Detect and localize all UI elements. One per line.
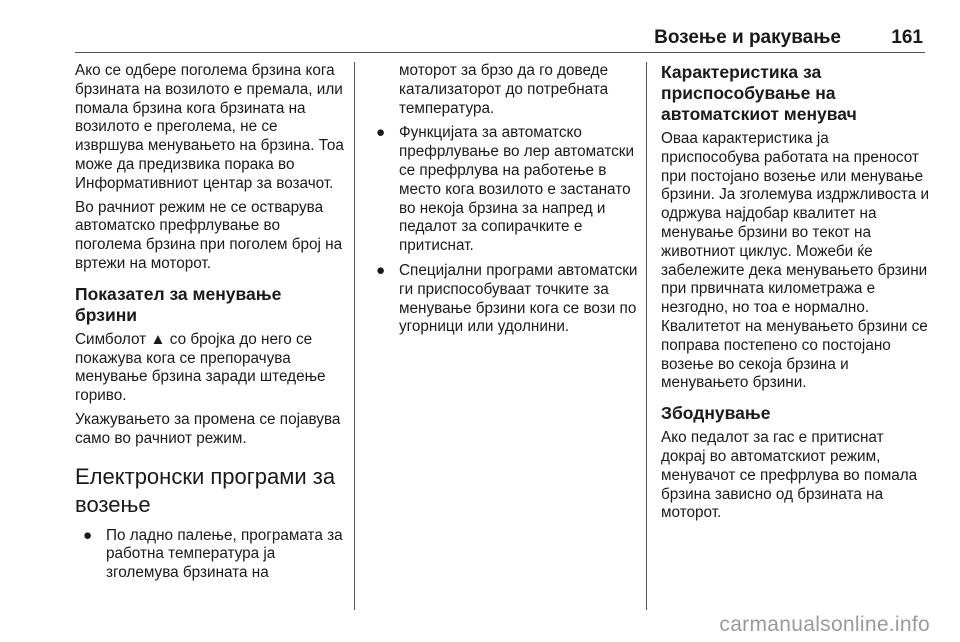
bullet-icon: ● [83, 526, 93, 544]
bullet-list [368, 124, 640, 337]
bullet-list [75, 527, 347, 583]
paragraph: Во рачниот режим не се остварува автоматско префрлување во поголема брзина при поголем број на вртежи на моторот. [75, 198, 343, 272]
paragraph: Оваа карактеристика ја приспособува работата на преносот при постојано возење или менување брзини. Ја зголемува издржливоста и одржува најдобар квалитет на менување брзини во текот на животниот циклус. Можеби ќе забележите дека менувањето брзини при првичната километража е незгодно, но тоа е нормално. Квалитетот на менувањето брзини се поправа постепено со постојано возење во секоја брзина и менувањето брзини. [661, 130, 930, 392]
list-item [368, 262, 640, 337]
heading-gear-indicator: Показател за менување брзини [75, 283, 282, 325]
list-item [75, 527, 347, 583]
list-item-text: По ладно палење, програмата за работна температура ја зголемува брзината на [106, 526, 343, 582]
list-item-continuation: моторот за брзо да го доведе катализаторот до потребната температура. [399, 62, 609, 117]
heading-adaptive-feature: Карактеристика за приспособување на автоматскиот менувач [661, 62, 857, 124]
paragraph: Ако се одбере поголема брзина кога брзината на возилото е премала, или помала брзина кога брзината на возилото е преголема, не се извршува менувањето на брзина. Тоа може да предизвика порака во Информативниот центар за возачот. [75, 62, 344, 192]
watermark-text: carmanualsonline.info [719, 613, 930, 636]
page-header [75, 20, 925, 53]
paragraph: Ако педалот за гас е притиснат докрај во автоматскиот режим, менувачот се префрлува во помала брзина зависно од брзината на моторот. [661, 429, 918, 522]
heading-driving-programs: Електронски програми за возење [75, 463, 336, 517]
bullet-icon: ● [376, 261, 386, 279]
page-number: 161 [891, 27, 923, 48]
column-right [661, 62, 931, 528]
heading-kickdown: Збоднување [661, 403, 771, 424]
section-title: Возење и ракување [654, 27, 841, 48]
paragraph: Укажувањето за промена се појавува само во рачниот режим. [75, 410, 341, 447]
column-divider [354, 62, 355, 610]
list-item-text: Специјални програми автоматски ги приспособуваат точките за менување брзини кога се вози по угорници или удолнини. [399, 261, 638, 336]
paragraph: Симболот ▲ со бројка до него се покажува кога се препорачува менување брзина заради штедење гориво. [75, 330, 326, 405]
list-item [368, 124, 640, 256]
column-divider [646, 62, 647, 610]
list-item-text: Функцијата за автоматско префрлување во лер автоматски се префрлува на работење в место кога возилото е застанато во некоја брзина за напред и педалот за сопирачките е притиснат. [399, 124, 635, 255]
bullet-icon: ● [376, 124, 386, 142]
column-left [75, 62, 347, 589]
column-middle [368, 62, 640, 343]
